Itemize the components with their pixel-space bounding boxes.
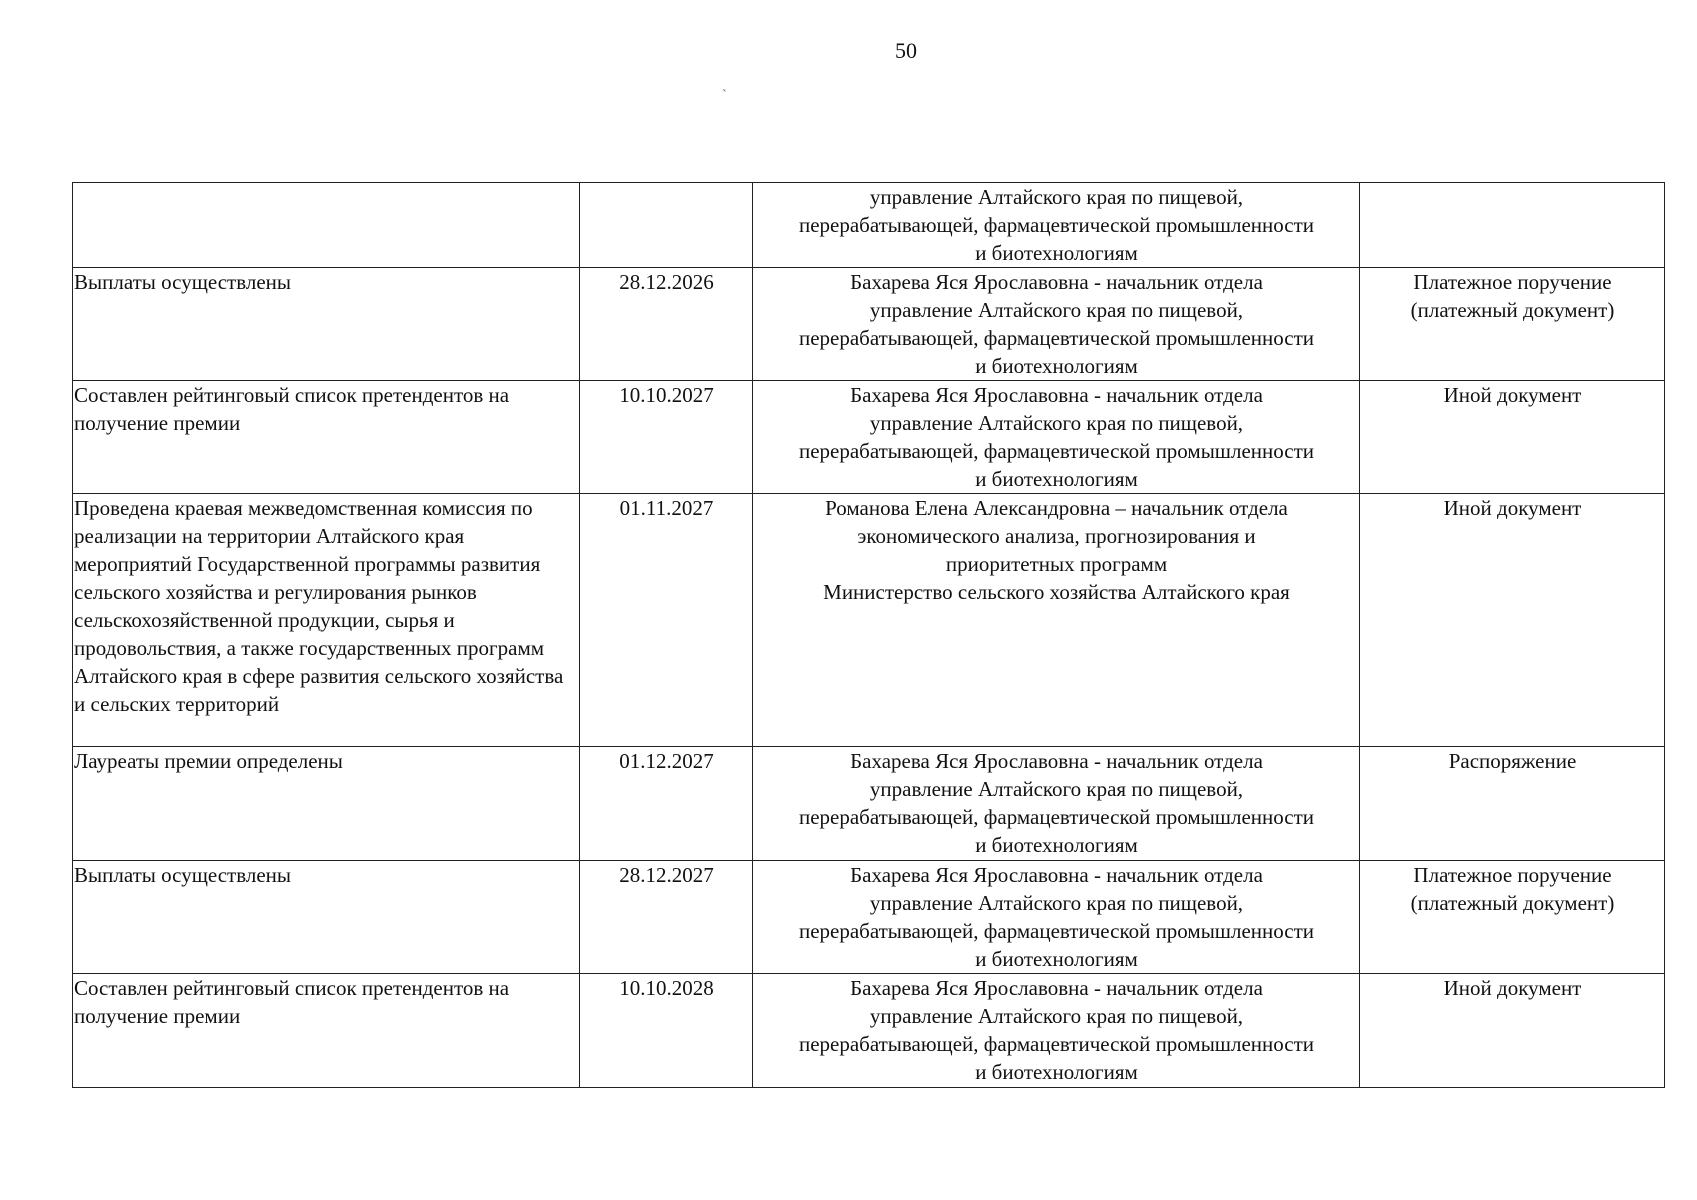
document-cell: Иной документ (1360, 494, 1665, 747)
responsible-cell: Романова Елена Александровна – начальник отдела экономического анализа, прогнозирования и приоритетных программ Министерство сельского хозяйства Алтайского края (753, 494, 1360, 747)
responsible-cell: Бахарева Яся Ярославовна - начальник отдела управление Алтайского края по пищевой, перерабатывающей, фармацевтической промышленности и биотехнологиям (753, 268, 1360, 381)
event-cell: Составлен рейтинговый список претендентов на получение премии (73, 974, 580, 1088)
date-cell (580, 183, 753, 268)
event-cell: Проведена краевая межведомственная комиссия по реализации на территории Алтайского края мероприятий Государственной программы развития сельского хозяйства и регулирования рынков сельскохозяйственной продукции, сырья и продовольствия, а также государственных программ Алтайского края в сфере развития сельского хозяйства и сельских территорий (73, 494, 580, 747)
event-cell: Лауреаты премии определены (73, 747, 580, 861)
schedule-table (72, 182, 1665, 1088)
date-cell: 10.10.2027 (580, 381, 753, 494)
date-cell: 28.12.2027 (580, 861, 753, 974)
table-row (73, 381, 1665, 494)
page-number: 50 (895, 38, 917, 63)
date-cell: 28.12.2026 (580, 268, 753, 381)
table-row (73, 268, 1665, 381)
event-cell: Составлен рейтинговый список претендентов на получение премии (73, 381, 580, 494)
table-row (73, 183, 1665, 268)
document-cell: Иной документ (1360, 381, 1665, 494)
scan-speck: ` (722, 88, 727, 103)
event-cell: Выплаты осуществлены (73, 268, 580, 381)
event-cell (73, 183, 580, 268)
document-cell: Платежное поручение (платежный документ) (1360, 268, 1665, 381)
document-cell: Иной документ (1360, 974, 1665, 1088)
date-cell: 01.12.2027 (580, 747, 753, 861)
responsible-cell: Бахарева Яся Ярославовна - начальник отдела управление Алтайского края по пищевой, перерабатывающей, фармацевтической промышленности и биотехнологиям (753, 747, 1360, 861)
table-row (73, 494, 1665, 747)
responsible-cell: Бахарева Яся Ярославовна - начальник отдела управление Алтайского края по пищевой, перерабатывающей, фармацевтической промышленности и биотехнологиям (753, 381, 1360, 494)
date-cell: 10.10.2028 (580, 974, 753, 1088)
document-cell: Платежное поручение (платежный документ) (1360, 861, 1665, 974)
responsible-cell: управление Алтайского края по пищевой, перерабатывающей, фармацевтической промышленности и биотехнологиям (753, 183, 1360, 268)
responsible-cell: Бахарева Яся Ярославовна - начальник отдела управление Алтайского края по пищевой, перерабатывающей, фармацевтической промышленности и биотехнологиям (753, 861, 1360, 974)
document-cell: Распоряжение (1360, 747, 1665, 861)
table-row (73, 974, 1665, 1088)
table-row (73, 747, 1665, 861)
table-row (73, 861, 1665, 974)
date-cell: 01.11.2027 (580, 494, 753, 747)
document-cell (1360, 183, 1665, 268)
responsible-cell: Бахарева Яся Ярославовна - начальник отдела управление Алтайского края по пищевой, перерабатывающей, фармацевтической промышленности и биотехнологиям (753, 974, 1360, 1088)
event-cell: Выплаты осуществлены (73, 861, 580, 974)
